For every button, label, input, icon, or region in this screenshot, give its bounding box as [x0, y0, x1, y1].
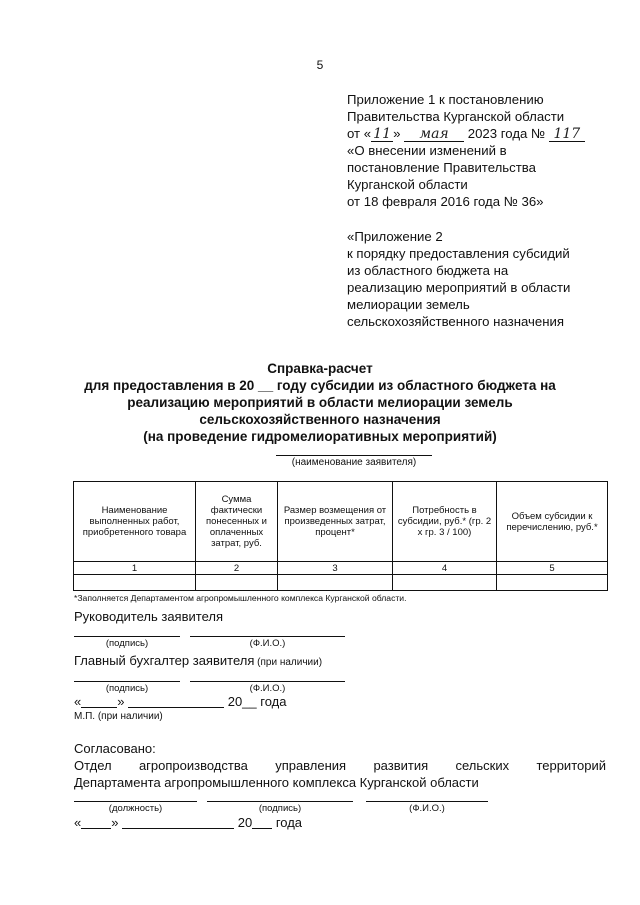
- head-signature-line[interactable]: [74, 636, 180, 637]
- table-header-cell: Наименование выполненных работ, приобретенного товара: [74, 482, 196, 562]
- approval-signature-caption: (подпись): [258, 803, 302, 814]
- appendix-sub-line-5: мелиорации земель: [347, 297, 470, 312]
- applicant-name-line[interactable]: [276, 455, 432, 456]
- appendix-sub-line-6: сельскохозяйственного назначения: [347, 314, 565, 329]
- table-header-cell: Размер возмещения от произведенных затрат, процент*: [278, 482, 393, 562]
- approval-dept-line-2: Департамента агропромышленного комплекса Курганской области: [74, 775, 479, 790]
- applicant-name-caption: (наименование заявителя): [291, 457, 417, 468]
- doc-title-line-3: реализацию мероприятий в области мелиорации земель: [127, 395, 513, 410]
- accountant-date-day-field[interactable]: [81, 695, 117, 708]
- accountant-date-close: »: [117, 694, 125, 709]
- appendix-line-6: Курганской области: [347, 177, 468, 192]
- approval-dept-word: Отдел: [74, 758, 112, 773]
- table-number-cell: 4: [393, 562, 497, 575]
- appendix-line-2: Правительства Курганской области: [347, 109, 565, 124]
- approval-name-caption: (Ф.И.О.): [409, 803, 445, 814]
- appendix-sub-line-3: из областного бюджета на: [347, 263, 509, 278]
- approval-date-year-suffix: года: [275, 815, 303, 830]
- table-input-cell[interactable]: [196, 575, 278, 591]
- table-number-cell: 3: [278, 562, 393, 575]
- table-number-cell: 5: [497, 562, 608, 575]
- appendix-date-prefix: от «: [347, 126, 372, 141]
- table-header-row: [74, 482, 608, 562]
- approval-date-year: 20: [237, 815, 253, 830]
- appendix-sub-line-2: к порядку предоставления субсидий: [347, 246, 570, 261]
- table-number-row: [74, 562, 608, 575]
- stamp-caption: М.П. (при наличии): [74, 711, 163, 722]
- approval-date-year-field[interactable]: [252, 816, 272, 829]
- appendix-date-day: 11: [371, 127, 393, 142]
- calculation-table: [73, 481, 608, 591]
- accountant-signature-line[interactable]: [74, 681, 180, 682]
- doc-title-line-5: (на проведение гидромелиоративных мероприятий): [143, 429, 497, 444]
- appendix-date-number: 117: [549, 127, 585, 142]
- table-input-cell[interactable]: [278, 575, 393, 591]
- appendix-block: [347, 91, 585, 330]
- accountant-date-line: [74, 694, 286, 709]
- table-number-cell: 2: [196, 562, 278, 575]
- approval-signature-line[interactable]: [207, 801, 353, 802]
- table-header-cell: Потребность в субсидии, руб.* (гр. 2 х гр. 3 / 100): [393, 482, 497, 562]
- approval-date-day-field[interactable]: [81, 816, 111, 829]
- approval-position-caption: (должность): [108, 803, 163, 814]
- accountant-title: [74, 653, 322, 668]
- head-signature-caption: (подпись): [105, 638, 149, 649]
- appendix-line-7: от 18 февраля 2016 года № 36»: [347, 194, 544, 209]
- approval-date-open: «: [74, 815, 82, 830]
- appendix-date-year: 2023 года №: [464, 126, 549, 141]
- accountant-title-text: Главный бухгалтер заявителя: [74, 653, 255, 668]
- approval-dept-word: территорий: [536, 758, 606, 773]
- approval-date-month-field[interactable]: [122, 816, 234, 829]
- head-name-caption: (Ф.И.О.): [249, 638, 286, 649]
- appendix-line-5: постановление Правительства: [347, 160, 536, 175]
- accountant-title-suffix: (при наличии): [254, 657, 323, 668]
- approval-title: Согласовано:: [74, 741, 156, 756]
- accountant-name-line[interactable]: [190, 681, 345, 682]
- table-empty-row: [74, 575, 608, 591]
- approval-dept-word: управления: [275, 758, 347, 773]
- doc-title-line-1: Справка-расчет: [267, 361, 373, 376]
- approval-date-line: [74, 815, 302, 830]
- page-number: 5: [316, 58, 324, 72]
- approval-dept-line-1: [74, 758, 606, 773]
- appendix-line-1: Приложение 1 к постановлению: [347, 92, 544, 107]
- appendix-date-line: [347, 125, 585, 142]
- table-input-cell[interactable]: [393, 575, 497, 591]
- approval-position-line[interactable]: [74, 801, 197, 802]
- head-name-line[interactable]: [190, 636, 345, 637]
- approval-dept-word: развития: [373, 758, 429, 773]
- doc-title-line-4: сельскохозяйственного назначения: [199, 412, 441, 427]
- table-number-cell: 1: [74, 562, 196, 575]
- accountant-signature-caption: (подпись): [105, 683, 149, 694]
- approval-dept-word: сельских: [455, 758, 510, 773]
- approval-date-close: »: [111, 815, 119, 830]
- accountant-date-year: 20__ года: [227, 694, 287, 709]
- appendix-sub-line-1: «Приложение 2: [347, 229, 443, 244]
- appendix-line-4: «О внесении изменений в: [347, 143, 507, 158]
- doc-title-line-2: для предоставления в 20 __ году субсидии из областного бюджета на: [84, 378, 556, 393]
- approval-dept-word: агропроизводства: [138, 758, 248, 773]
- table-input-cell[interactable]: [497, 575, 608, 591]
- accountant-date-open: «: [74, 694, 82, 709]
- accountant-name-caption: (Ф.И.О.): [249, 683, 286, 694]
- approval-name-line[interactable]: [366, 801, 488, 802]
- appendix-date-month: мая: [404, 127, 464, 142]
- head-title: Руководитель заявителя: [74, 609, 223, 624]
- appendix-date-mid: »: [393, 126, 405, 141]
- accountant-date-month-field[interactable]: [128, 695, 224, 708]
- table-footnote: *Заполняется Департаментом агропромышленного комплекса Курганской области.: [74, 593, 407, 603]
- table-header-cell: Сумма фактически понесенных и оплаченных затрат, руб.: [196, 482, 278, 562]
- table-header-cell: Объем субсидии к перечислению, руб.*: [497, 482, 608, 562]
- appendix-sub-line-4: реализацию мероприятий в области: [347, 280, 571, 295]
- table-input-cell[interactable]: [74, 575, 196, 591]
